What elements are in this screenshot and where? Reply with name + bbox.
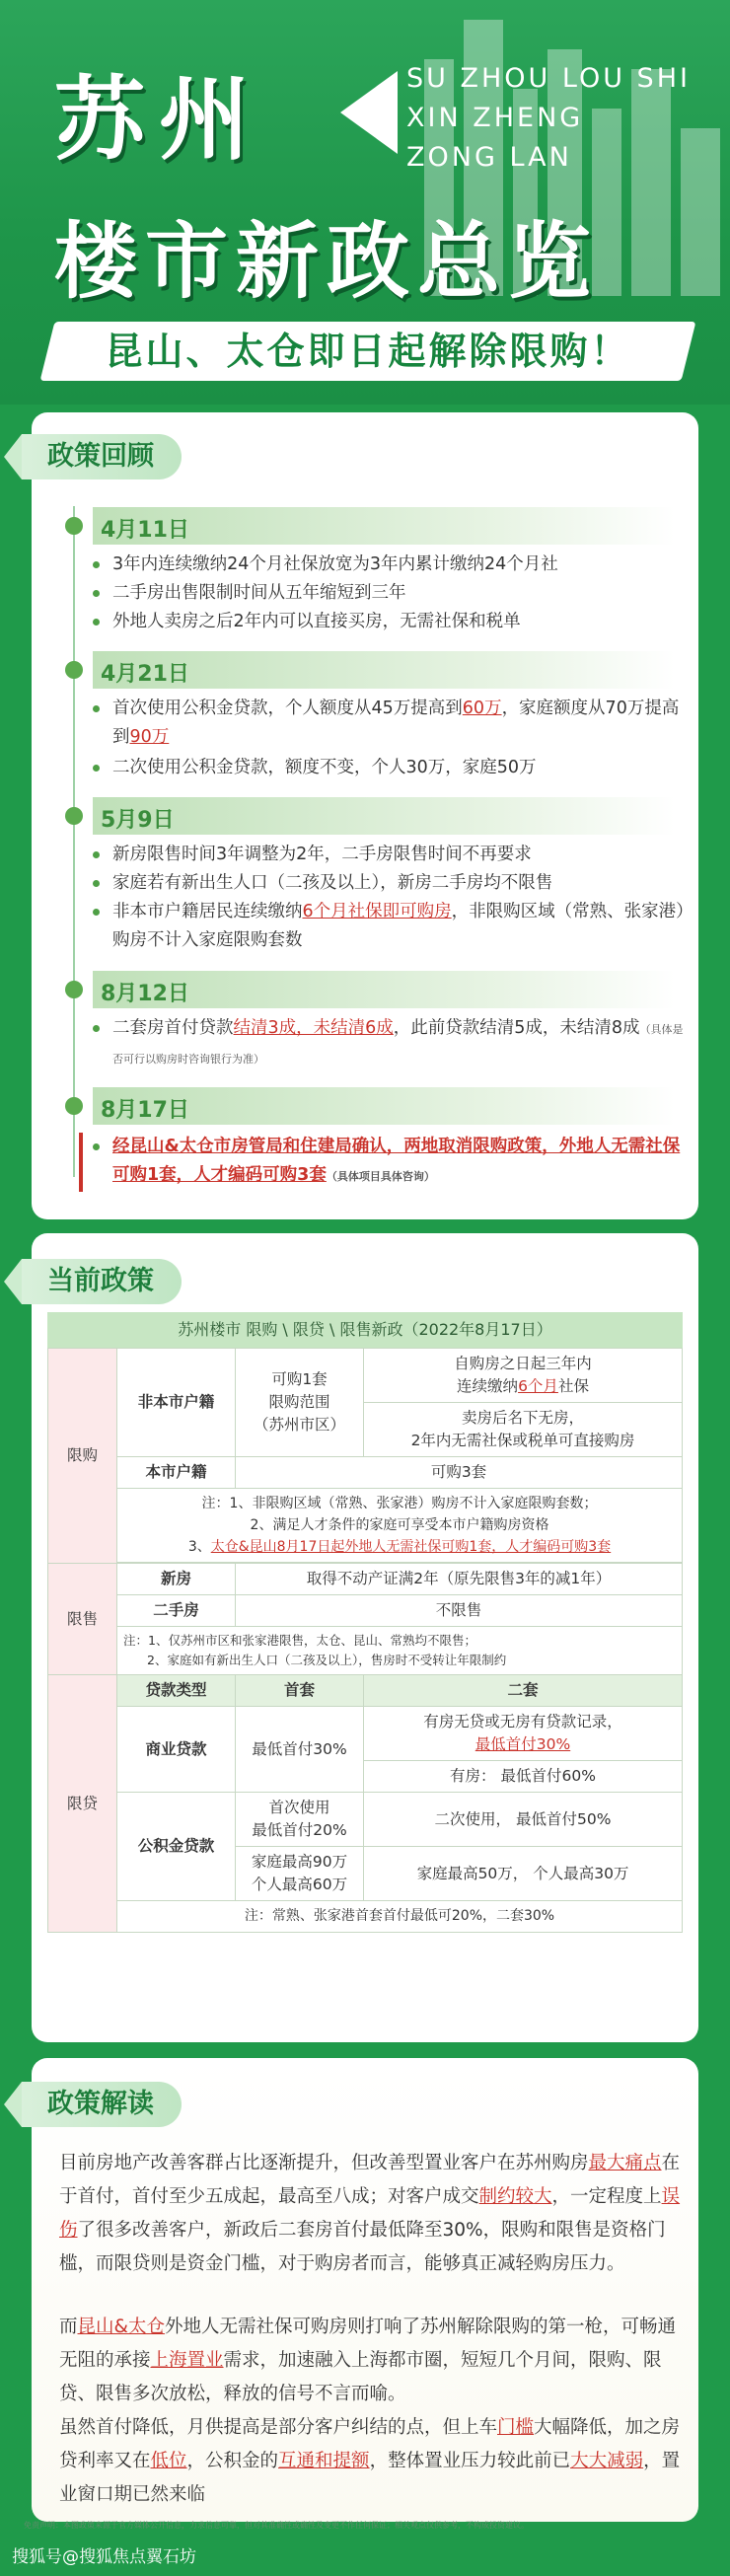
text: ，公积金的 (186, 2451, 279, 2471)
cell: 取得不动产证满2年（原先限售3年的减1年） (236, 1564, 683, 1595)
text: 非本市户籍居民连续缴纳 (112, 902, 303, 921)
text: 家庭最高90万 (251, 1853, 348, 1871)
cell: 二手房 (117, 1595, 236, 1627)
section-label-current: 当前政策 (22, 1259, 182, 1304)
text: 个人最高60万 (251, 1876, 348, 1893)
highlight: 最大痛点 (588, 2153, 662, 2173)
note: 注：1、仅苏州市区和张家港限售，太仓、昆山、常熟均不限售； (123, 1633, 476, 1648)
text: 大幅降低，加之房贷利率又在 (59, 2417, 681, 2471)
text: 首次使用 (268, 1799, 330, 1816)
section-label-review: 政策回顾 (22, 434, 182, 479)
highlight: 6个月 (518, 1377, 558, 1395)
text: 有房无贷或无房有贷款记录， (423, 1713, 622, 1730)
cell (236, 1793, 364, 1847)
footnote: （具体是否可行以购房时咨询银行为准） (112, 1023, 684, 1066)
list-item (112, 695, 685, 752)
list-item: 外地人卖房之后2年内可以直接买房，无需社保和税单 (112, 608, 685, 636)
text: 二套房首付贷款 (112, 1018, 234, 1038)
cell (364, 1349, 683, 1403)
text: 社保 (557, 1377, 589, 1395)
highlight: 最低首付30% (474, 1735, 571, 1753)
cell (364, 1707, 683, 1761)
highlight: 误伤 (59, 2186, 681, 2241)
date-apr11: 4月11日 (101, 518, 189, 543)
timeline-dot (65, 661, 83, 679)
table-title: 苏州楼市 限购 \ 限贷 \ 限售新政（2022年8月17日） (47, 1312, 683, 1348)
highlight: 结清3成，未结清6成 (233, 1018, 394, 1038)
note: 3、 (187, 1539, 211, 1555)
cell (236, 1349, 364, 1457)
paragraph-2 (59, 2311, 681, 2411)
text: ，此前贷款结清5成，未结清8成 (393, 1018, 640, 1038)
pinyin-line-1: SU ZHOU LOU SHI (406, 63, 691, 94)
cell: 注：常熟、张家港首套首付最低可20%，二套30% (117, 1901, 683, 1933)
timeline-dot (65, 517, 83, 535)
title-overview: 楼市新政总览 (54, 212, 600, 310)
note: 2、满足人才条件的家庭可享受本市户籍购房资格 (250, 1517, 549, 1533)
hero-banner (0, 0, 730, 405)
cell: 商业贷款 (117, 1707, 236, 1793)
cell (364, 1403, 683, 1457)
highlight: 60万 (462, 699, 502, 718)
cell: 本市户籍 (117, 1457, 236, 1489)
list-item: 家庭若有新出生人口（二孩及以上），新房二手房均不限售 (112, 869, 685, 898)
paragraph-1 (59, 2147, 681, 2281)
text: 在于首付，首付至少五成起，最高至八成；对客户成交 (59, 2153, 681, 2207)
paragraph-3 (59, 2411, 681, 2512)
list-item: 新房限售时间3年调整为2年，二手房限售时间不再要求 (112, 841, 685, 869)
list-item (112, 1014, 685, 1073)
text: 而 (59, 2317, 78, 2337)
text: 自购房之日起三年内 (454, 1355, 592, 1372)
date-aug17: 8月17日 (101, 1098, 189, 1123)
text: 2年内无需社保或税单可直接购房 (410, 1432, 635, 1449)
note: 2、家庭如有新出生人口（二孩及以上），售房时不受转让年限制约 (147, 1653, 507, 1667)
text: 虽然首付降低，月供提高是部分客户纠结的点，但上车 (59, 2417, 498, 2438)
current-policy-card (32, 1233, 698, 2042)
text: ，整体置业压力较此前已 (369, 2451, 571, 2471)
row-group-xs: 限售 (48, 1564, 117, 1675)
text: 限购范围 (268, 1393, 330, 1411)
timeline-dot (65, 1097, 83, 1115)
text: 外地人无需社保可购房则打响了苏州解除限购的第一枪，可畅通无阻的承接 (59, 2317, 676, 2371)
list-item (112, 898, 685, 955)
cell (236, 1847, 364, 1901)
highlight: 昆山&太仓 (77, 2317, 165, 2337)
date-may9: 5月9日 (101, 808, 175, 833)
policy-review-card (32, 412, 698, 1219)
watermark: 搜狐号@搜狐焦点翼石坊 (12, 2547, 196, 2567)
text: 了很多改善客户，新政后二套房首付最低降至30%，限购和限售是资格门槛，而限贷则是资金门槛，对于购房者而言，能够真正减轻购房压力。 (59, 2220, 666, 2274)
highlight: 6个月社保即可购房 (302, 902, 452, 921)
list-item: 二次使用公积金贷款，额度不变，个人30万，家庭50万 (112, 754, 685, 782)
highlight: 经昆山&太仓市房管局和住建局确认，两地取消限购政策，外地人无需社保可购1套，人才编码可购3套 (112, 1137, 681, 1185)
text: 可购1套 (271, 1370, 328, 1388)
footnote: （具体项目具体咨询） (326, 1170, 435, 1183)
row-group-xd: 限贷 (48, 1675, 117, 1933)
date-aug12: 8月12日 (101, 982, 189, 1006)
highlight: 上海置业 (150, 2350, 224, 2371)
text: 首次使用公积金贷款，个人额度从45万提高到 (112, 699, 463, 718)
highlight: 90万 (129, 727, 170, 747)
disclaimer: 免责声明：本图政策来源于官方媒体公开信息，力求信息可靠，但对其准确性或确性及变更不作任何保证；相关观点仅供参考，不构成投资建议。 (24, 2521, 529, 2530)
pinyin-line-3: ZONG LAN (406, 142, 572, 173)
pinyin-line-2: XIN ZHENG (406, 103, 584, 133)
cell: 二套 (364, 1675, 683, 1707)
title-suzhou: 苏州 (54, 66, 264, 173)
list-item: 二手房出售限制时间从五年缩短到三年 (112, 579, 685, 608)
list-item (112, 1133, 685, 1191)
timeline-dot (65, 981, 83, 998)
slogan-banner (40, 322, 696, 381)
triangle-arrow-icon (340, 71, 398, 154)
text: ，非限购区域（常熟、张家港）购房不计入家庭限购套数 (112, 902, 685, 950)
date-bar (93, 797, 675, 835)
text: ，家庭额度从70万提高到 (112, 699, 680, 747)
cell: 首套 (236, 1675, 364, 1707)
highlight: 门槛 (497, 2417, 535, 2438)
cell: 公积金贷款 (117, 1793, 236, 1901)
text: 卖房后名下无房， (461, 1409, 584, 1427)
text: （苏州市区） (253, 1416, 345, 1434)
policy-table (47, 1348, 683, 1933)
cell (117, 1627, 683, 1675)
note: 注：1、非限购区域（常熟、张家港）购房不计入家庭限购套数； (201, 1496, 598, 1511)
analysis-card (32, 2058, 698, 2522)
text: ，一定程度上 (551, 2186, 662, 2207)
cell: 可购3套 (236, 1457, 683, 1489)
cell: 不限售 (236, 1595, 683, 1627)
highlight: 低位 (150, 2451, 187, 2471)
highlight: 互通和提额 (278, 2451, 370, 2471)
cell: 非本市户籍 (117, 1349, 236, 1457)
text: 需求，加速融入上海都市圈，短短几个月间，限购、限贷、限售多次放松，释放的信号不言而喻。 (59, 2350, 662, 2404)
row-group-xg: 限购 (48, 1349, 117, 1564)
highlight: 制约较大 (478, 2186, 552, 2207)
cell: 最低首付30% (236, 1707, 364, 1793)
text: 目前房地产改善客群占比逐渐提升，但改善型置业客户在苏州购房 (59, 2153, 589, 2173)
highlight-bar (79, 1133, 83, 1192)
text: ，置业窗口期已然来临 (59, 2451, 681, 2505)
section-label-analysis: 政策解读 (22, 2082, 182, 2127)
cell: 家庭最高50万， 个人最高30万 (364, 1847, 683, 1901)
timeline-line (73, 506, 75, 1177)
cell (117, 1489, 683, 1563)
slogan-text: 昆山、太仓即日起解除限购！ (105, 330, 631, 373)
cell: 贷款类型 (117, 1675, 236, 1707)
cell: 二次使用， 最低首付50% (364, 1793, 683, 1847)
date-apr21: 4月21日 (101, 662, 189, 687)
text: 最低首付20% (252, 1821, 347, 1839)
highlight: 太仓&昆山8月17日起外地人无需社保可购1套，人才编码可购3套 (210, 1539, 612, 1555)
highlight: 大大减弱 (570, 2451, 644, 2471)
cell: 新房 (117, 1564, 236, 1595)
timeline-dot (65, 807, 83, 825)
cell: 有房： 最低首付60% (364, 1761, 683, 1793)
text: 连续缴纳 (457, 1377, 519, 1395)
list-item: 3年内连续缴纳24个月社保放宽为3年内累计缴纳24个月社 (112, 551, 685, 579)
